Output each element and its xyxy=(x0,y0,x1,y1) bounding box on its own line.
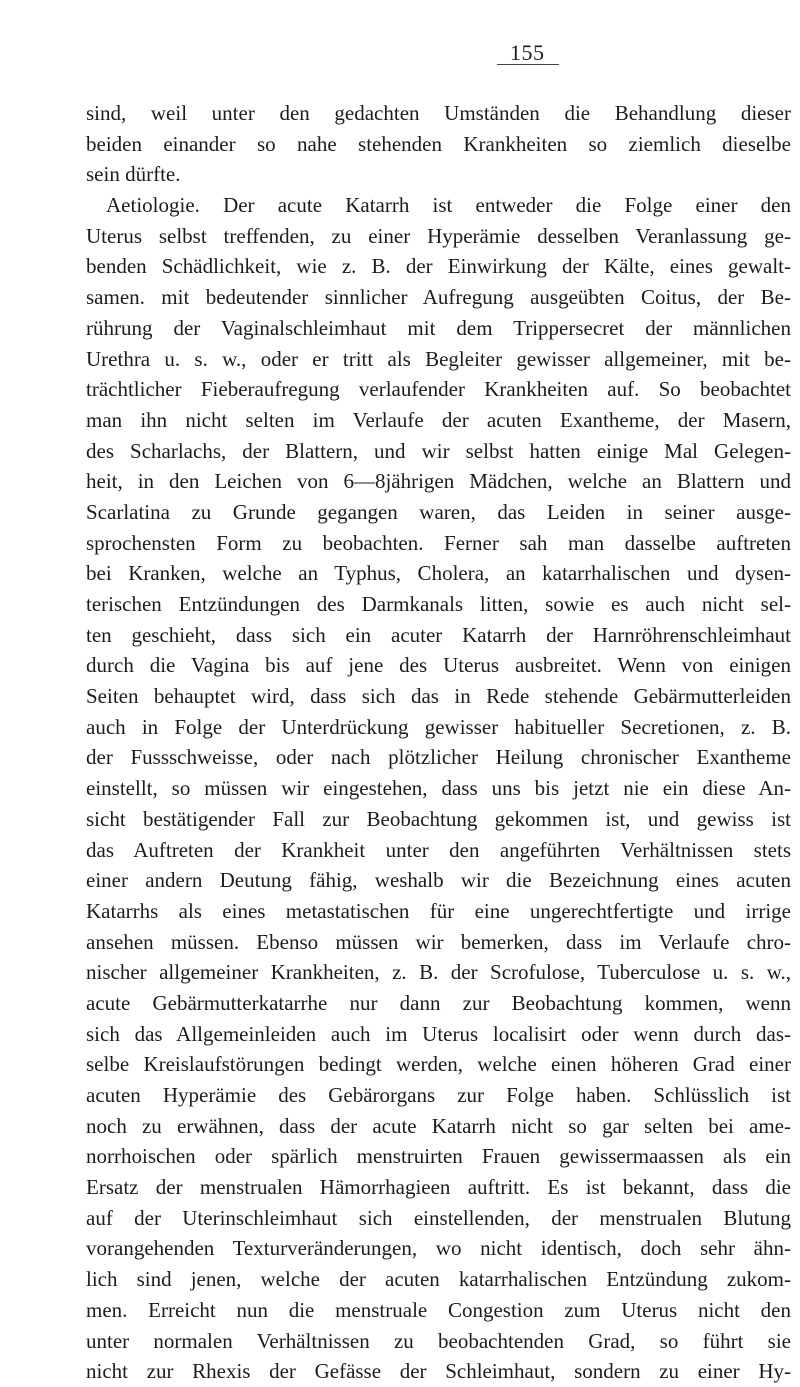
text-line: Scarlatina zu Grunde gegangen waren, das Leiden in seiner ausge- xyxy=(86,499,791,524)
text-line: acuten Hyperämie des Gebärorgans zur Folge haben. Schlüsslich ist xyxy=(86,1083,791,1107)
text-line: men. Erreicht nun die menstruale Congestion zum Uterus nicht den xyxy=(86,1297,791,1322)
text-line: Katarrhs als eines metastatischen für eine ungerechtfertigte und irrige xyxy=(86,898,791,923)
text-line: beiden einander so nahe stehenden Krankheiten so ziemlich dieselbe xyxy=(86,131,791,156)
text-line: unter normalen Verhältnissen zu beobachtenden Grad, so führt sie xyxy=(86,1328,791,1353)
text-line: bei Kranken, welche an Typhus, Cholera, an katarrhalischen und dysen- xyxy=(86,561,791,586)
text-line: trächtlicher Fieberaufregung verlaufender Krankheiten auf. So beobachtet xyxy=(86,377,791,402)
page-number-rule xyxy=(497,64,559,65)
text-line: Uterus selbst treffenden, zu einer Hyperämie desselben Veranlassung ge- xyxy=(86,223,791,248)
text-line: acute Gebärmutterkatarrhe nur dann zur Beobachtung kommen, wenn xyxy=(86,990,791,1015)
text-line: sind, weil unter den gedachten Umständen die Behandlung dieser xyxy=(86,101,791,125)
text-line: sprochensten Form zu beobachten. Ferner sah man dasselbe auftreten xyxy=(86,530,791,555)
text-line: terischen Entzündungen des Darmkanals litten, sowie es auch nicht sel- xyxy=(86,592,791,616)
text-line: samen. mit bedeutender sinnlicher Aufregung ausgeübten Coitus, der Be- xyxy=(86,285,791,310)
text-line: Ersatz der menstrualen Hämorrhagieen auftritt. Es ist bekannt, dass die xyxy=(86,1175,791,1200)
text-line: noch zu erwähnen, dass der acute Katarrh nicht so gar selten bei ame- xyxy=(86,1113,791,1138)
text-line: nischer allgemeiner Krankheiten, z. B. der Scrofulose, Tuberculose u. s. w., xyxy=(86,960,791,985)
text-line: ansehen müssen. Ebenso müssen wir bemerken, dass im Verlaufe chro- xyxy=(86,929,791,954)
section-heading-line: Aetiologie. Der acute Katarrh ist entweder die Folge einer den xyxy=(106,193,791,218)
body-text xyxy=(86,98,791,1387)
text-line: das Auftreten der Krankheit unter den angeführten Verhältnissen stets xyxy=(86,837,791,862)
text-line: selbe Kreislaufstörungen bedingt werden, welche einen höheren Grad einer xyxy=(86,1052,791,1077)
text-line: auch in Folge der Unterdrückung gewisser habitueller Secretionen, z. B. xyxy=(86,714,791,739)
text-line: der Fussschweisse, oder nach plötzlicher Heilung chronischer Exantheme xyxy=(86,745,791,770)
text-line: heit, in den Leichen von 6—8jährigen Mädchen, welche an Blattern und xyxy=(86,469,791,494)
text-line: nicht zur Rhexis der Gefässe der Schleimhaut, sondern zu einer Hy- xyxy=(86,1359,791,1384)
text-line: lich sind jenen, welche der acuten katarrhalischen Entzündung zukom- xyxy=(86,1267,791,1292)
text-line: durch die Vagina bis auf jene des Uterus ausbreitet. Wenn von einigen xyxy=(86,653,791,678)
text-line: sich das Allgemeinleiden auch im Uterus localisirt oder wenn durch das- xyxy=(86,1021,791,1046)
text-line: sicht bestätigender Fall zur Beobachtung gekommen ist, und gewiss ist xyxy=(86,806,791,831)
text-line: vorangehenden Texturveränderungen, wo nicht identisch, doch sehr ähn- xyxy=(86,1236,791,1261)
text-line: einer andern Deutung fähig, weshalb wir die Bezeichnung eines acuten xyxy=(86,868,791,893)
text-line: auf der Uterinschleimhaut sich einstellenden, der menstrualen Blutung xyxy=(86,1205,791,1230)
text-line: Urethra u. s. w., oder er tritt als Begleiter gewisser allgemeiner, mit be- xyxy=(86,346,791,371)
text-line: ten geschieht, dass sich ein acuter Katarrh der Harnröhrenschleimhaut xyxy=(86,622,791,647)
page-number: 155 xyxy=(510,40,545,65)
text-line: des Scharlachs, der Blattern, und wir selbst hatten einige Mal Gelegen- xyxy=(86,438,791,463)
text-line: norrhoischen oder spärlich menstruirten Frauen gewissermaassen als ein xyxy=(86,1144,791,1169)
text-line: benden Schädlichkeit, wie z. B. der Einwirkung der Kälte, eines gewalt- xyxy=(86,254,791,279)
text-line: rührung der Vaginalschleimhaut mit dem Trippersecret der männlichen xyxy=(86,315,791,340)
text-line: Seiten behauptet wird, dass sich das in Rede stehende Gebärmutterleiden xyxy=(86,684,791,709)
text-line: einstellt, so müssen wir eingestehen, dass uns bis jetzt nie ein diese An- xyxy=(86,776,791,801)
text-line: man ihn nicht selten im Verlaufe der acuten Exantheme, der Masern, xyxy=(86,407,791,432)
text-line: sein dürfte. xyxy=(86,162,181,187)
